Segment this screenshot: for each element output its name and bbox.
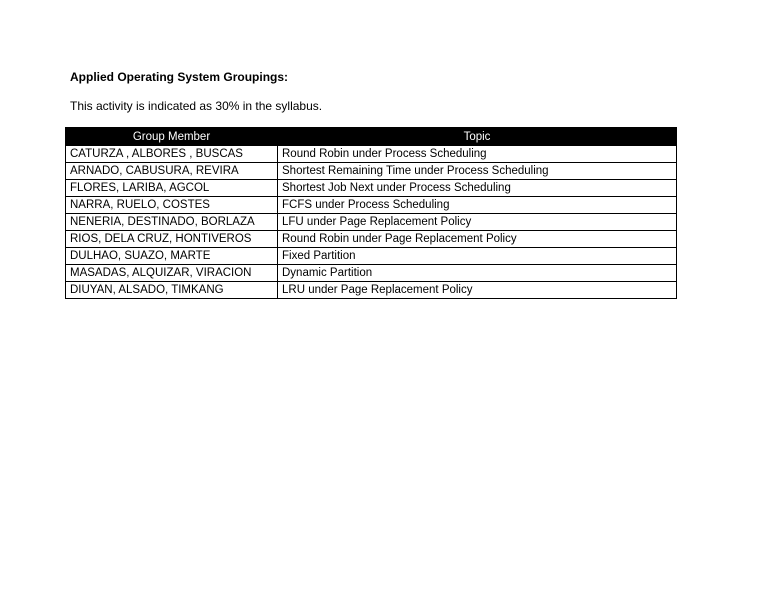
page-title: Applied Operating System Groupings: — [70, 70, 289, 84]
group-member-cell: ARNADO, CABUSURA, REVIRA — [66, 163, 278, 180]
group-member-cell: CATURZA , ALBORES , BUSCAS — [66, 146, 278, 163]
topic-cell: Round Robin under Page Replacement Policy — [278, 231, 677, 248]
table-header-row — [66, 128, 677, 146]
table-row — [66, 282, 677, 299]
table-row — [66, 265, 677, 282]
group-member-cell: MASADAS, ALQUIZAR, VIRACION — [66, 265, 278, 282]
intro-text: This activity is indicated as 30% in the syllabus. — [70, 99, 323, 113]
table-row — [66, 146, 677, 163]
topic-cell: FCFS under Process Scheduling — [278, 197, 677, 214]
group-member-cell: DULHAO, SUAZO, MARTE — [66, 248, 278, 265]
topic-cell: Fixed Partition — [278, 248, 677, 265]
topic-cell: LFU under Page Replacement Policy — [278, 214, 677, 231]
column-header-group-member: Group Member — [66, 128, 278, 146]
topic-cell: Shortest Job Next under Process Scheduling — [278, 180, 677, 197]
group-member-cell: FLORES, LARIBA, AGCOL — [66, 180, 278, 197]
table-row — [66, 231, 677, 248]
group-member-cell: RIOS, DELA CRUZ, HONTIVEROS — [66, 231, 278, 248]
topic-cell: Dynamic Partition — [278, 265, 677, 282]
topic-cell: Shortest Remaining Time under Process Scheduling — [278, 163, 677, 180]
group-member-cell: DIUYAN, ALSADO, TIMKANG — [66, 282, 278, 299]
table-row — [66, 163, 677, 180]
topic-cell: LRU under Page Replacement Policy — [278, 282, 677, 299]
groupings-table — [65, 127, 677, 299]
table-row — [66, 248, 677, 265]
column-header-topic: Topic — [278, 128, 677, 146]
group-member-cell: NENERIA, DESTINADO, BORLAZA — [66, 214, 278, 231]
topic-cell: Round Robin under Process Scheduling — [278, 146, 677, 163]
table-row — [66, 214, 677, 231]
table-row — [66, 197, 677, 214]
table-row — [66, 180, 677, 197]
group-member-cell: NARRA, RUELO, COSTES — [66, 197, 278, 214]
